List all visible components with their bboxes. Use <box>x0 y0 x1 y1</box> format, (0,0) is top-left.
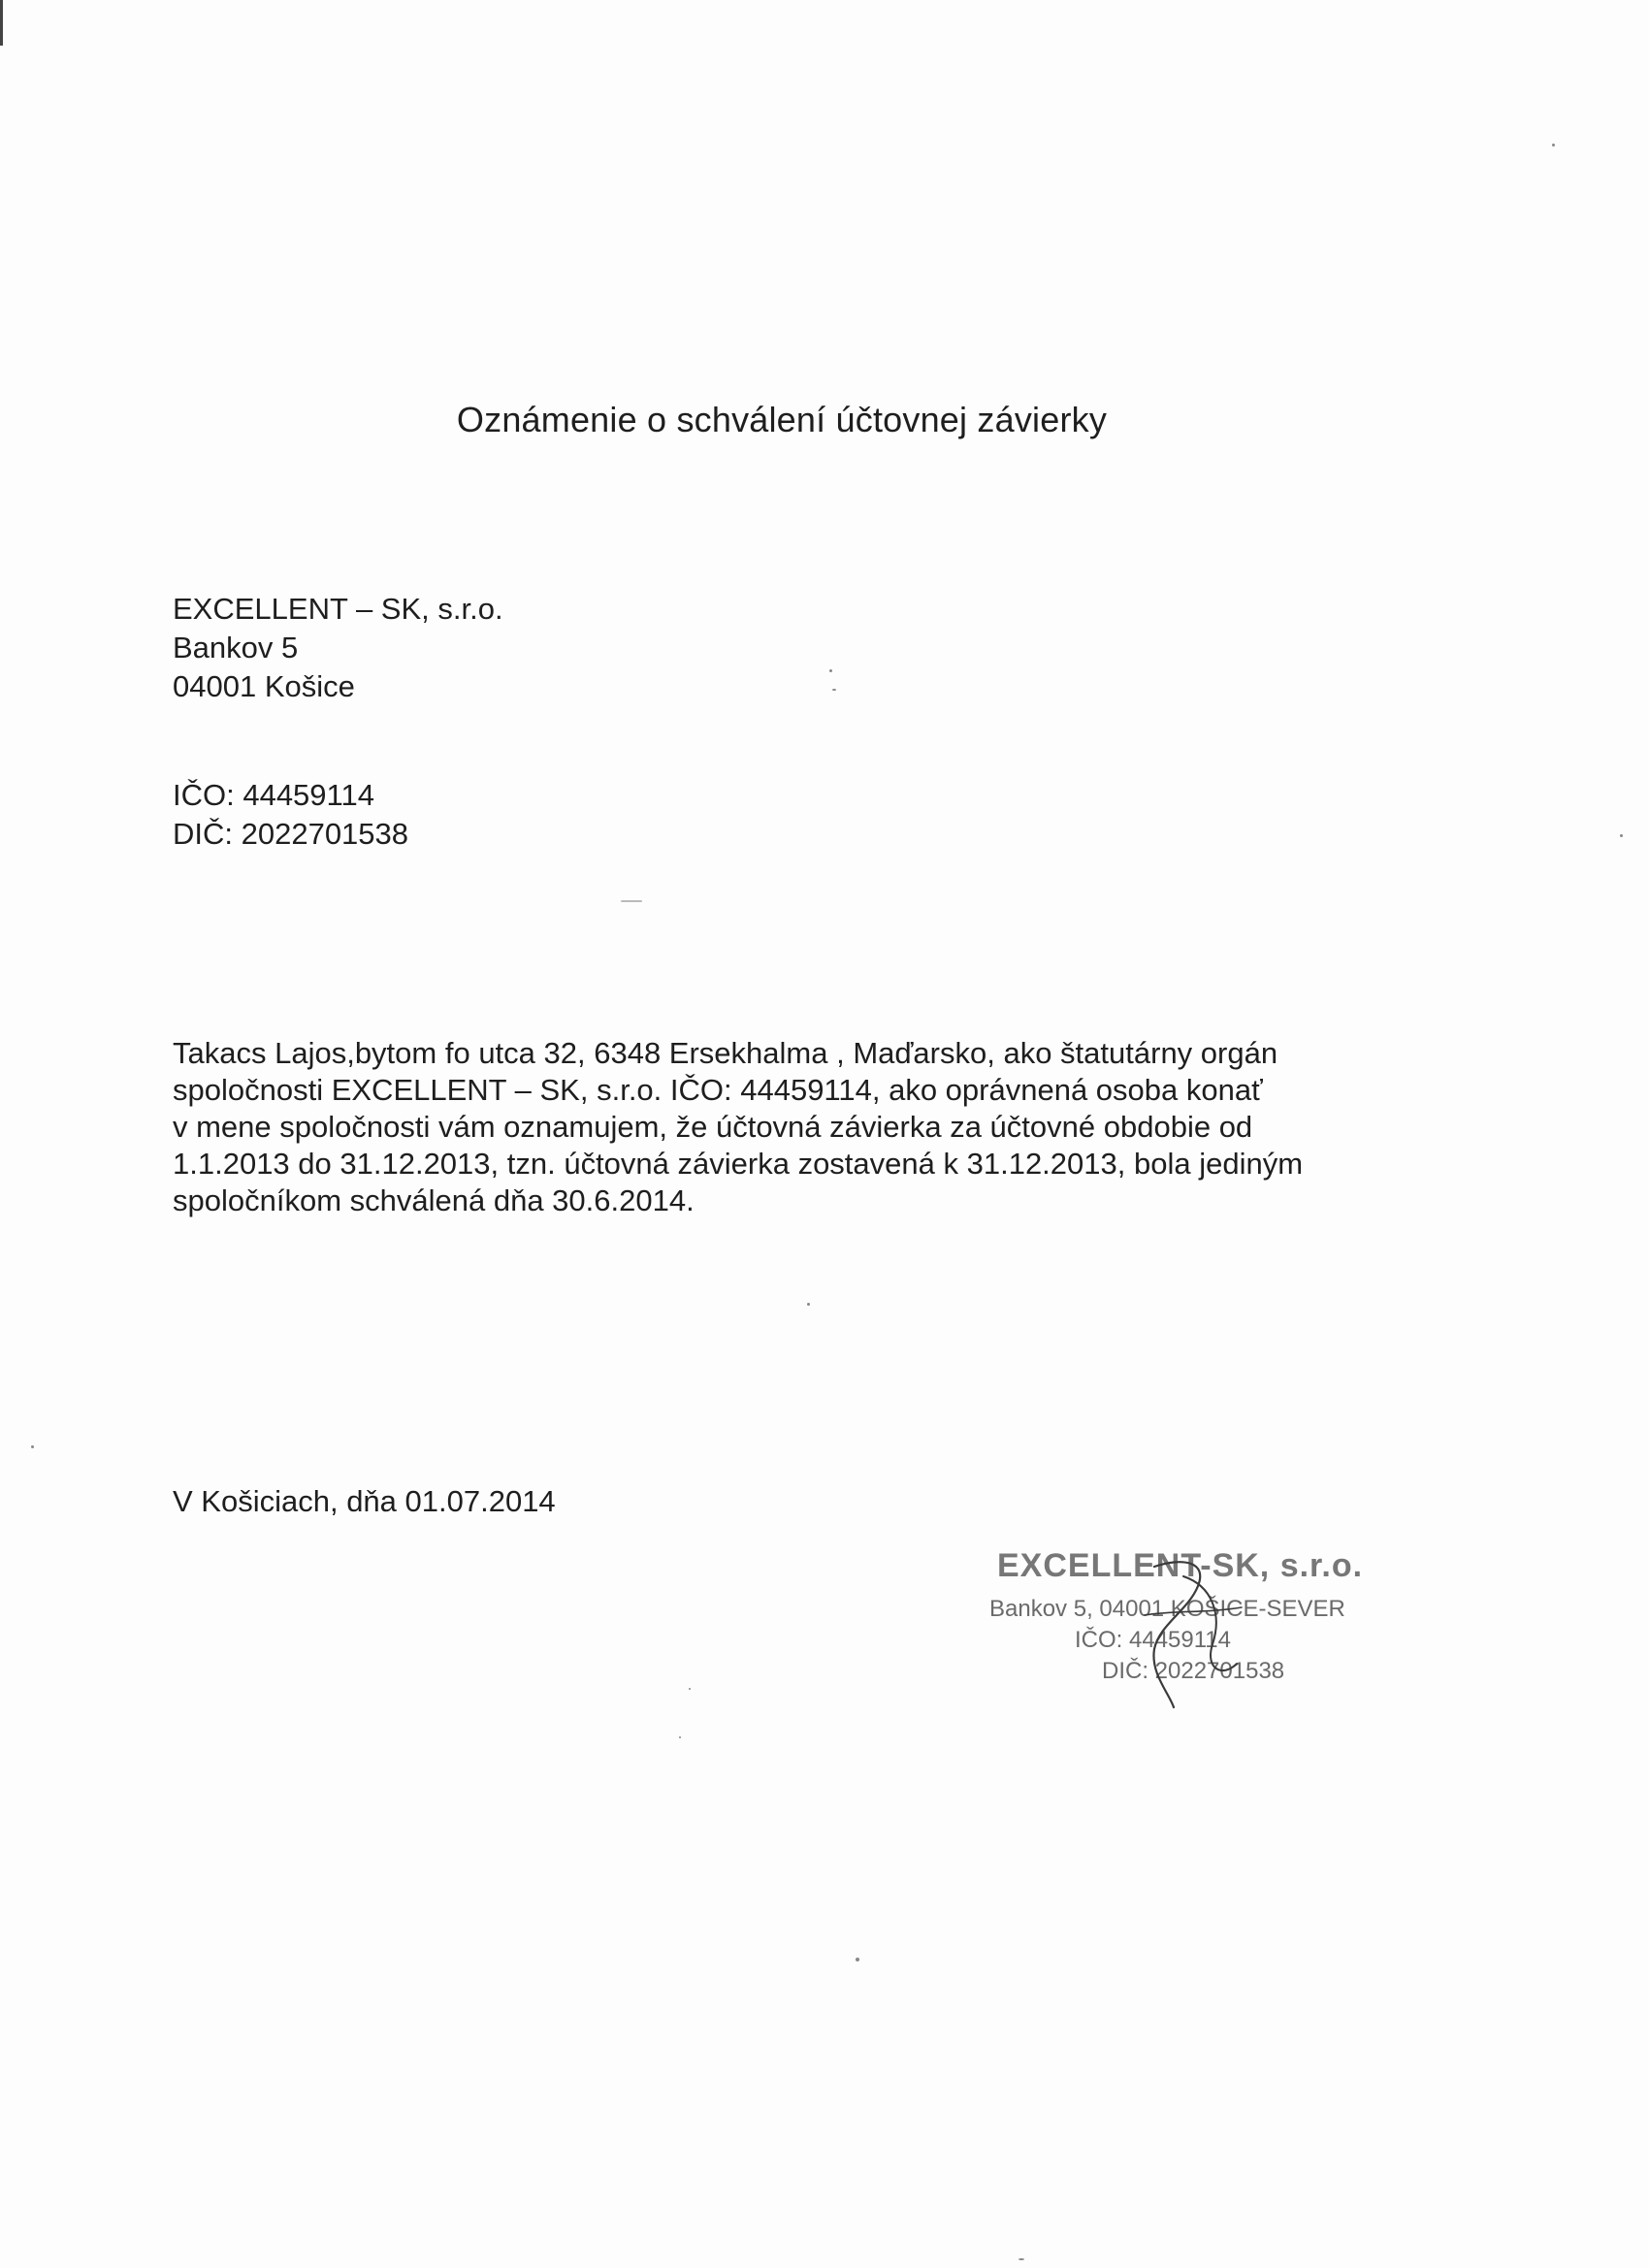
ico-line: IČO: 44459114 <box>173 778 374 812</box>
company-address <box>173 590 503 706</box>
body-line: Takacs Lajos,bytom fo utca 32, 6348 Ersekhalma , Maďarsko, ako štatutárny orgán <box>173 1036 1278 1070</box>
dic-line: DIČ: 2022701538 <box>173 817 409 851</box>
body-line: spoločnosti EXCELLENT – SK, s.r.o. IČO: 44459114, ako oprávnená osoba konať <box>173 1073 1263 1107</box>
handwritten-signature <box>1116 1557 1271 1712</box>
stamp-company-name: EXCELLENT-SK, s.r.o. <box>997 1547 1364 1584</box>
scan-edge <box>0 0 3 2268</box>
scan-speck <box>856 1958 859 1961</box>
body-line: 1.1.2013 do 31.12.2013, tzn. účtovná závierka zostavená k 31.12.2013, bola jediným <box>173 1147 1304 1181</box>
stamp-address: Bankov 5, 04001 KOŠICE-SEVER <box>989 1596 1345 1622</box>
scan-speck <box>31 1445 34 1448</box>
stamp-dic: DIČ: 2022701538 <box>1102 1658 1285 1684</box>
body-line: v mene spoločnosti vám oznamujem, že účtovná závierka za účtovné obdobie od <box>173 1110 1253 1144</box>
scan-speck <box>1018 2258 1024 2260</box>
scan-speck <box>832 689 836 691</box>
scan-speck <box>807 1303 810 1306</box>
scan-speck <box>679 1736 681 1738</box>
body-line: spoločníkom schválená dňa 30.6.2014. <box>173 1183 695 1217</box>
stamp-ico: IČO: 44459114 <box>1075 1627 1232 1653</box>
scan-speck <box>1620 834 1623 837</box>
company-street: Bankov 5 <box>173 631 299 664</box>
notice-body <box>173 1035 1390 1219</box>
place-and-date: V Košiciach, dňa 01.07.2014 <box>173 1484 556 1518</box>
scan-speck <box>829 669 832 672</box>
scan-speck <box>689 1688 691 1690</box>
scan-speck <box>621 900 642 902</box>
company-ids <box>173 776 408 854</box>
company-city: 04001 Košice <box>173 669 355 703</box>
document-title: Oznámenie o schválení účtovnej závierky <box>456 400 1108 439</box>
company-name: EXCELLENT – SK, s.r.o. <box>173 592 503 626</box>
scan-speck <box>1552 144 1555 146</box>
